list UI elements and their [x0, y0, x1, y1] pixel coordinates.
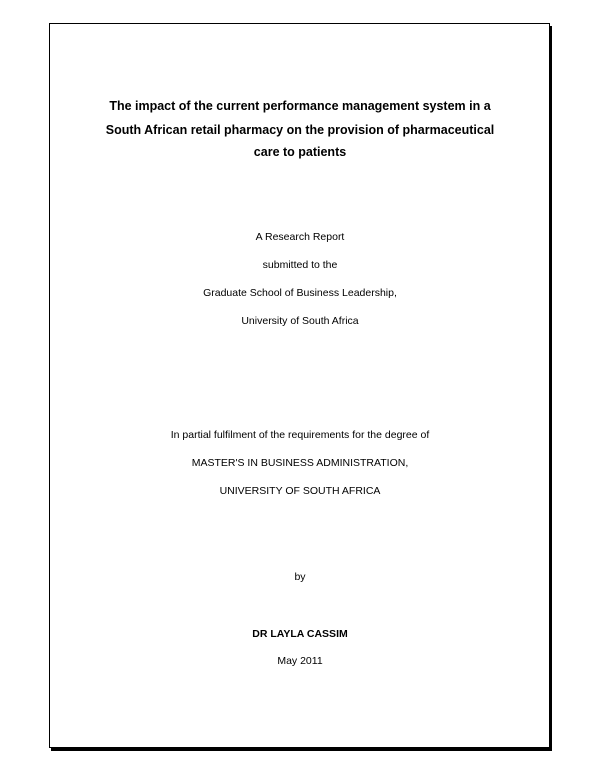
submission-line-3: Graduate School of Business Leadership, — [203, 287, 397, 299]
title-line-3: care to patients — [253, 145, 347, 159]
degree-line-2: MASTER'S IN BUSINESS ADMINISTRATION, — [191, 457, 409, 469]
author-name: DR LAYLA CASSIM — [252, 628, 348, 640]
degree-line-1: In partial fulfilment of the requirements for the degree of — [170, 429, 430, 441]
title-line-1: The impact of the current performance management system in a — [109, 99, 491, 113]
submission-line-2: submitted to the — [262, 259, 338, 271]
title-line-2: South African retail pharmacy on the provision of pharmaceutical — [105, 123, 495, 137]
degree-line-3: UNIVERSITY OF SOUTH AFRICA — [219, 485, 381, 497]
submission-line-1: A Research Report — [255, 231, 345, 243]
submission-date: May 2011 — [277, 655, 323, 667]
submission-line-4: University of South Africa — [241, 315, 359, 327]
by-label: by — [294, 571, 306, 583]
